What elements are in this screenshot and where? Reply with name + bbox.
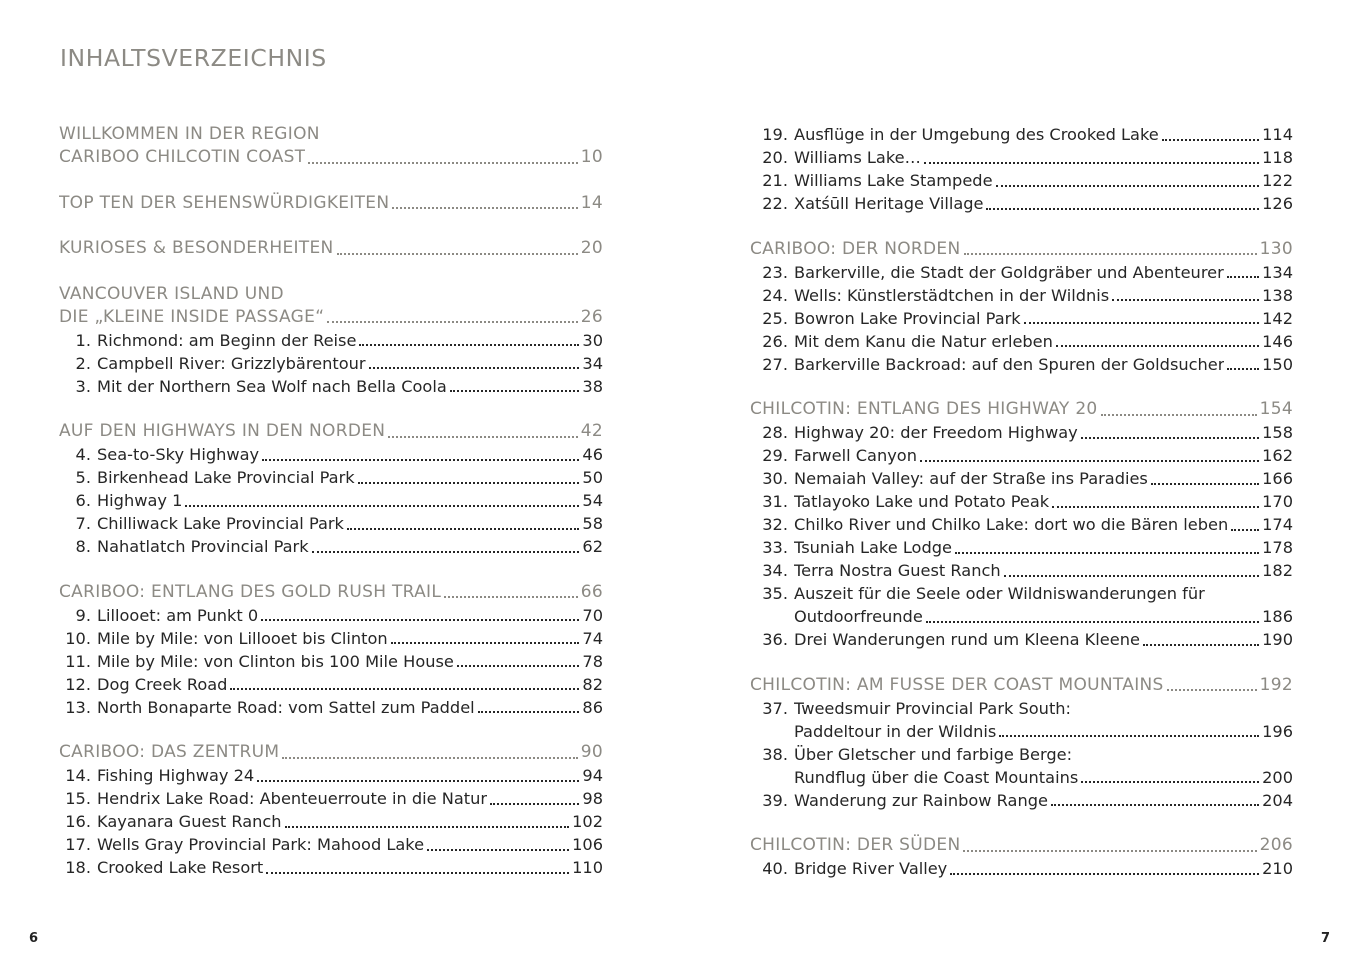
dot-leader bbox=[185, 505, 579, 507]
toc-entry-title: Bowron Lake Provincial Park bbox=[794, 308, 1021, 328]
toc-page-number: 30 bbox=[582, 330, 603, 350]
toc-entry-number: 17. bbox=[65, 835, 91, 854]
toc-right-column bbox=[750, 123, 1293, 880]
toc-entry bbox=[750, 467, 1293, 490]
toc-entry bbox=[750, 513, 1293, 536]
dot-leader bbox=[1162, 139, 1259, 141]
toc-entry-title: Chilko River und Chilko Lake: dort wo die Bären leben bbox=[794, 515, 1229, 534]
toc-page-number: 166 bbox=[1262, 469, 1293, 488]
dot-leader bbox=[327, 321, 577, 323]
toc-entry-title: Rundflug über die Coast Mountains bbox=[794, 767, 1079, 787]
dot-leader bbox=[924, 162, 1259, 164]
toc-entry-number: 30. bbox=[762, 469, 788, 488]
toc-entry-title: CARIBOO: ENTLANG DES GOLD RUSH TRAIL bbox=[59, 581, 442, 602]
dot-leader bbox=[1056, 345, 1259, 347]
toc-entry bbox=[750, 743, 1293, 766]
toc-entry bbox=[750, 307, 1293, 330]
toc-entry bbox=[59, 466, 603, 489]
toc-entry bbox=[59, 443, 603, 466]
dot-leader bbox=[950, 873, 1259, 875]
toc-page-number: 126 bbox=[1262, 194, 1293, 213]
toc-entry-title: Birkenhead Lake Provincial Park bbox=[97, 468, 355, 487]
toc-entry-number: 8. bbox=[75, 537, 91, 556]
toc-entry bbox=[750, 146, 1293, 169]
toc-page-number: 196 bbox=[1262, 721, 1293, 741]
toc-page-number: 106 bbox=[572, 835, 603, 854]
toc-entry-number: 24. bbox=[762, 285, 788, 305]
toc-entry-title: CHILCOTIN: ENTLANG DES HIGHWAY 20 bbox=[750, 399, 1098, 419]
toc-entry bbox=[59, 375, 603, 398]
dot-leader bbox=[392, 207, 577, 209]
toc-entry bbox=[59, 535, 603, 558]
dot-leader bbox=[1024, 322, 1259, 324]
toc-entry-title: AUF DEN HIGHWAYS IN DEN NORDEN bbox=[59, 421, 386, 441]
toc-entry-number: 4. bbox=[75, 445, 91, 464]
toc-page-number: 74 bbox=[582, 628, 603, 648]
page-number-right: 7 bbox=[1321, 931, 1331, 946]
toc-page-number: 102 bbox=[572, 812, 603, 831]
toc-entry-title: CARIBOO: DAS ZENTRUM bbox=[59, 742, 280, 762]
toc-entry bbox=[750, 444, 1293, 467]
toc-entry-number: 16. bbox=[65, 812, 91, 831]
toc-section-heading bbox=[750, 398, 1293, 421]
dot-leader bbox=[926, 621, 1259, 623]
toc-section-heading bbox=[59, 283, 603, 306]
toc-entry-number: 27. bbox=[762, 354, 788, 374]
toc-page-number: 150 bbox=[1262, 354, 1293, 374]
toc-entry-title: Dog Creek Road bbox=[97, 674, 228, 694]
toc-entry-number: 18. bbox=[65, 858, 91, 877]
toc-entry-number: 26. bbox=[762, 331, 788, 351]
toc-entry-title: Highway 1 bbox=[97, 491, 183, 510]
toc-entry-number: 22. bbox=[762, 194, 788, 213]
toc-section-heading bbox=[750, 834, 1293, 857]
toc-page-number: 154 bbox=[1259, 399, 1293, 419]
toc-spacer bbox=[59, 169, 603, 192]
toc-entry-title: Paddeltour in der Wildnis bbox=[794, 721, 997, 741]
dot-leader bbox=[1051, 804, 1259, 806]
dot-leader bbox=[444, 596, 578, 598]
dot-leader bbox=[478, 711, 580, 713]
toc-entry-title: North Bonaparte Road: vom Sattel zum Paddel bbox=[97, 697, 475, 717]
toc-entry-number: 36. bbox=[762, 630, 788, 649]
toc-entry-title: CARIBOO CHILCOTIN COAST bbox=[59, 147, 306, 167]
toc-page-number: 122 bbox=[1262, 171, 1293, 190]
toc-entry-number: 14. bbox=[65, 766, 91, 785]
toc-page-number: 70 bbox=[582, 605, 603, 625]
toc-spacer bbox=[59, 398, 603, 421]
toc-page-number: 86 bbox=[582, 697, 603, 717]
toc-page-number: 90 bbox=[580, 742, 603, 762]
toc-entry-number: 34. bbox=[762, 561, 788, 580]
toc-entry bbox=[750, 582, 1293, 605]
toc-entry bbox=[750, 169, 1293, 192]
dot-leader bbox=[391, 642, 580, 644]
toc-entry-number: 3. bbox=[75, 376, 91, 396]
dot-leader bbox=[1052, 506, 1259, 508]
toc-entry-title: Chilliwack Lake Provincial Park bbox=[97, 514, 344, 533]
toc-entry-title: TOP TEN DER SEHENSWÜRDIGKEITEN bbox=[59, 192, 390, 213]
toc-entry-title: Barkerville Backroad: auf den Spuren der Goldsucher bbox=[794, 354, 1225, 374]
toc-entry-title: Terra Nostra Guest Ranch bbox=[794, 561, 1001, 580]
toc-entry bbox=[59, 673, 603, 696]
toc-entry-title: DIE „KLEINE INSIDE PASSAGE“ bbox=[59, 306, 325, 327]
toc-entry bbox=[59, 787, 603, 810]
toc-page-number: 54 bbox=[582, 491, 603, 510]
toc-entry-number: 33. bbox=[762, 538, 788, 557]
toc-entry-title: Richmond: am Beginn der Reise bbox=[97, 330, 357, 350]
dot-leader bbox=[369, 367, 580, 369]
toc-entry-title: Hendrix Lake Road: Abenteuerroute in die Natur bbox=[97, 789, 488, 808]
toc-spacer bbox=[750, 215, 1293, 238]
toc-page-number: 182 bbox=[1262, 561, 1293, 580]
toc-entry-number: 31. bbox=[762, 492, 788, 511]
toc-entry bbox=[59, 627, 603, 650]
toc-entry-number: 21. bbox=[762, 171, 788, 190]
toc-page-number: 130 bbox=[1259, 238, 1293, 259]
toc-entry bbox=[750, 605, 1293, 628]
toc-entry-title: CHILCOTIN: AM FUSSE DER COAST MOUNTAINS bbox=[750, 674, 1164, 695]
dot-leader bbox=[359, 344, 579, 346]
toc-entry-title: Williams Lake… bbox=[794, 148, 921, 167]
toc-entry-number: 5. bbox=[75, 468, 91, 487]
toc-page-number: 206 bbox=[1259, 835, 1293, 855]
toc-entry bbox=[59, 604, 603, 627]
toc-entry-title: Mile by Mile: von Clinton bis 100 Mile House bbox=[97, 651, 454, 671]
toc-section-heading bbox=[59, 146, 603, 169]
toc-page-number: 162 bbox=[1262, 446, 1293, 465]
toc-page-number: 58 bbox=[582, 514, 603, 533]
dot-leader bbox=[266, 872, 569, 874]
dot-leader bbox=[1101, 414, 1257, 416]
toc-entry-number: 9. bbox=[75, 605, 91, 625]
toc-entry-number: 37. bbox=[762, 698, 788, 718]
toc-section-heading bbox=[750, 674, 1293, 697]
toc-page-number: 118 bbox=[1262, 148, 1293, 167]
toc-entry-number: 2. bbox=[75, 353, 91, 373]
toc-page-number: 34 bbox=[582, 353, 603, 373]
toc-entry-number: 15. bbox=[65, 789, 91, 808]
dot-leader bbox=[427, 849, 569, 851]
toc-page-number: 46 bbox=[582, 445, 603, 464]
toc-section-heading bbox=[59, 306, 603, 329]
toc-spacer bbox=[750, 376, 1293, 399]
toc-page-number: 174 bbox=[1262, 515, 1293, 534]
toc-entry-title: WILLKOMMEN IN DER REGION bbox=[59, 124, 320, 144]
toc-entry-title: CHILCOTIN: DER SÜDEN bbox=[750, 835, 961, 855]
toc-page-number: 78 bbox=[582, 651, 603, 671]
toc-section-heading bbox=[59, 420, 603, 443]
dot-leader bbox=[1227, 368, 1259, 370]
toc-entry bbox=[59, 352, 603, 375]
toc-entry-title: Auszeit für die Seele oder Wildniswanderungen für bbox=[794, 584, 1205, 603]
page-title: INHALTSVERZEICHNIS bbox=[60, 44, 327, 72]
toc-entry-title: Nemaiah Valley: auf der Straße ins Paradies bbox=[794, 469, 1148, 488]
dot-leader bbox=[1081, 437, 1259, 439]
toc-entry-number: 38. bbox=[762, 744, 788, 764]
toc-entry bbox=[59, 512, 603, 535]
dot-leader bbox=[996, 185, 1260, 187]
dot-leader bbox=[261, 619, 579, 621]
toc-entry-number: 40. bbox=[762, 859, 788, 878]
dot-leader bbox=[986, 208, 1259, 210]
toc-section-heading bbox=[59, 192, 603, 215]
dot-leader bbox=[1231, 529, 1259, 531]
toc-entry bbox=[750, 330, 1293, 353]
toc-entry-title: Crooked Lake Resort bbox=[97, 858, 264, 877]
dot-leader bbox=[1004, 575, 1259, 577]
toc-page-number: 66 bbox=[580, 581, 603, 602]
page-number-left: 6 bbox=[29, 931, 39, 946]
toc-page-number: 98 bbox=[582, 789, 603, 808]
toc-page-number: 134 bbox=[1262, 262, 1293, 282]
toc-entry-number: 10. bbox=[65, 628, 91, 648]
toc-page-number: 110 bbox=[572, 858, 603, 877]
toc-entry-title: Tatlayoko Lake und Potato Peak bbox=[794, 492, 1050, 511]
toc-entry-title: Campbell River: Grizzlybärentour bbox=[97, 353, 366, 373]
toc-spacer bbox=[59, 215, 603, 238]
toc-entry-title: Barkerville, die Stadt der Goldgräber und Abenteurer bbox=[794, 262, 1224, 282]
toc-entry-title: Wells Gray Provincial Park: Mahood Lake bbox=[97, 835, 425, 854]
toc-entry bbox=[59, 329, 603, 352]
toc-entry bbox=[750, 857, 1293, 880]
toc-entry-number: 23. bbox=[762, 262, 788, 282]
dot-leader bbox=[450, 390, 580, 392]
toc-entry bbox=[750, 123, 1293, 146]
toc-page-number: 190 bbox=[1262, 630, 1293, 649]
toc-entry-title: Williams Lake Stampede bbox=[794, 171, 993, 190]
toc-page-number: 94 bbox=[582, 766, 603, 785]
toc-entry bbox=[750, 628, 1293, 651]
toc-entry-number: 29. bbox=[762, 446, 788, 465]
dot-leader bbox=[257, 780, 579, 782]
toc-entry-title: Mit dem Kanu die Natur erleben bbox=[794, 331, 1053, 351]
toc-entry-title: VANCOUVER ISLAND UND bbox=[59, 283, 284, 304]
toc-entry bbox=[750, 536, 1293, 559]
toc-entry-title: Tweedsmuir Provincial Park South: bbox=[794, 698, 1072, 718]
toc-entry-title: Bridge River Valley bbox=[794, 859, 948, 878]
toc-page-number: 50 bbox=[582, 468, 603, 487]
toc-section-heading bbox=[750, 238, 1293, 261]
toc-entry-number: 35. bbox=[762, 584, 788, 603]
toc-entry-title: Lillooet: am Punkt 0 bbox=[97, 605, 259, 625]
toc-entry-title: Ausflüge in der Umgebung des Crooked Lake bbox=[794, 125, 1159, 144]
dot-leader bbox=[920, 460, 1259, 462]
toc-page-number: 142 bbox=[1262, 308, 1293, 328]
dot-leader bbox=[457, 665, 580, 667]
dot-leader bbox=[262, 459, 579, 461]
toc-entry-number: 20. bbox=[762, 148, 788, 167]
dot-leader bbox=[282, 757, 577, 759]
toc-page-number: 10 bbox=[580, 147, 603, 167]
toc-page-number: 186 bbox=[1262, 607, 1293, 626]
toc-entry bbox=[750, 353, 1293, 376]
toc-entry-title: Farwell Canyon bbox=[794, 446, 917, 465]
toc-spacer bbox=[59, 260, 603, 283]
toc-entry-number: 11. bbox=[65, 651, 91, 671]
toc-entry bbox=[750, 766, 1293, 789]
toc-entry-number: 13. bbox=[65, 697, 91, 717]
toc-entry-number: 32. bbox=[762, 515, 788, 534]
toc-section-heading bbox=[59, 741, 603, 764]
dot-leader bbox=[1143, 644, 1259, 646]
toc-entry-title: Mit der Northern Sea Wolf nach Bella Coola bbox=[97, 376, 447, 396]
toc-entry-number: 1. bbox=[75, 330, 91, 350]
toc-page-number: 20 bbox=[580, 238, 603, 258]
dot-leader bbox=[347, 528, 579, 530]
toc-page-number: 82 bbox=[582, 674, 603, 694]
toc-spacer bbox=[750, 812, 1293, 835]
toc-page-number: 158 bbox=[1262, 423, 1293, 442]
toc-entry-number: 7. bbox=[75, 514, 91, 533]
toc-spacer bbox=[59, 719, 603, 742]
toc-page-number: 14 bbox=[580, 192, 603, 213]
toc-entry bbox=[59, 489, 603, 512]
toc-spacer bbox=[59, 558, 603, 581]
toc-left-column bbox=[59, 123, 603, 879]
toc-page-number: 62 bbox=[582, 537, 603, 556]
toc-entry-title: Sea-to-Sky Highway bbox=[97, 445, 260, 464]
dot-leader bbox=[308, 162, 577, 164]
toc-entry-number: 28. bbox=[762, 423, 788, 442]
toc-page-number: 26 bbox=[580, 306, 603, 327]
toc-entry bbox=[59, 833, 603, 856]
dot-leader bbox=[312, 551, 580, 553]
toc-section-heading bbox=[59, 123, 603, 146]
toc-page-number: 200 bbox=[1262, 767, 1293, 787]
toc-entry bbox=[750, 697, 1293, 720]
toc-page-number: 42 bbox=[580, 421, 603, 441]
toc-page-number: 38 bbox=[582, 376, 603, 396]
toc-entry bbox=[750, 789, 1293, 812]
toc-entry-title: Mile by Mile: von Lillooet bis Clinton bbox=[97, 628, 388, 648]
toc-page-number: 210 bbox=[1262, 859, 1293, 878]
toc-entry-title: Wanderung zur Rainbow Range bbox=[794, 790, 1048, 810]
dot-leader bbox=[1081, 781, 1259, 783]
toc-entry bbox=[750, 490, 1293, 513]
toc-entry-title: Drei Wanderungen rund um Kleena Kleene bbox=[794, 630, 1140, 649]
toc-page-number: 204 bbox=[1262, 790, 1293, 810]
toc-entry bbox=[750, 559, 1293, 582]
toc-entry-number: 39. bbox=[762, 790, 788, 810]
toc-entry bbox=[750, 421, 1293, 444]
toc-page-number: 178 bbox=[1262, 538, 1293, 557]
toc-entry-title: Wells: Künstlerstädtchen in der Wildnis bbox=[794, 285, 1110, 305]
toc-entry-number: 12. bbox=[65, 674, 91, 694]
toc-page-number: 114 bbox=[1262, 125, 1293, 144]
toc-section-heading bbox=[59, 237, 603, 260]
toc-spacer bbox=[750, 651, 1293, 674]
dot-leader bbox=[230, 688, 579, 690]
dot-leader bbox=[1112, 299, 1259, 301]
toc-entry-title: KURIOSES & BESONDERHEITEN bbox=[59, 238, 334, 258]
dot-leader bbox=[388, 436, 577, 438]
toc-page-number: 146 bbox=[1262, 331, 1293, 351]
toc-entry-title: Xatśūll Heritage Village bbox=[794, 194, 984, 213]
dot-leader bbox=[358, 482, 580, 484]
toc-page-number: 192 bbox=[1259, 674, 1293, 695]
toc-entry-number: 19. bbox=[762, 125, 788, 144]
dot-leader bbox=[1227, 276, 1259, 278]
toc-entry-number: 6. bbox=[75, 491, 91, 510]
toc-section-heading bbox=[59, 581, 603, 604]
toc-entry-title: Über Gletscher und farbige Berge: bbox=[794, 744, 1073, 764]
toc-entry-title: Fishing Highway 24 bbox=[97, 766, 255, 785]
dot-leader bbox=[490, 803, 579, 805]
toc-entry-title: Tsuniah Lake Lodge bbox=[794, 538, 952, 557]
toc-entry bbox=[59, 696, 603, 719]
toc-entry bbox=[750, 284, 1293, 307]
toc-entry-title: Outdoorfreunde bbox=[794, 607, 923, 626]
toc-entry-number: 25. bbox=[762, 308, 788, 328]
dot-leader bbox=[1167, 689, 1257, 691]
toc-entry bbox=[59, 650, 603, 673]
toc-entry-title: Kayanara Guest Ranch bbox=[97, 812, 282, 831]
dot-leader bbox=[963, 850, 1256, 852]
toc-entry-title: CARIBOO: DER NORDEN bbox=[750, 238, 961, 259]
dot-leader bbox=[1151, 483, 1259, 485]
dot-leader bbox=[285, 826, 570, 828]
dot-leader bbox=[964, 253, 1257, 255]
dot-leader bbox=[999, 735, 1259, 737]
toc-page-number: 138 bbox=[1262, 285, 1293, 305]
toc-entry bbox=[750, 720, 1293, 743]
toc-entry bbox=[750, 192, 1293, 215]
toc-entry-title: Highway 20: der Freedom Highway bbox=[794, 423, 1078, 442]
toc-entry bbox=[750, 261, 1293, 284]
toc-entry bbox=[59, 810, 603, 833]
toc-entry bbox=[59, 856, 603, 879]
dot-leader bbox=[337, 253, 578, 255]
dot-leader bbox=[955, 552, 1259, 554]
toc-page-number: 170 bbox=[1262, 492, 1293, 511]
toc-entry bbox=[59, 764, 603, 787]
toc-entry-title: Nahatlatch Provincial Park bbox=[97, 537, 309, 556]
